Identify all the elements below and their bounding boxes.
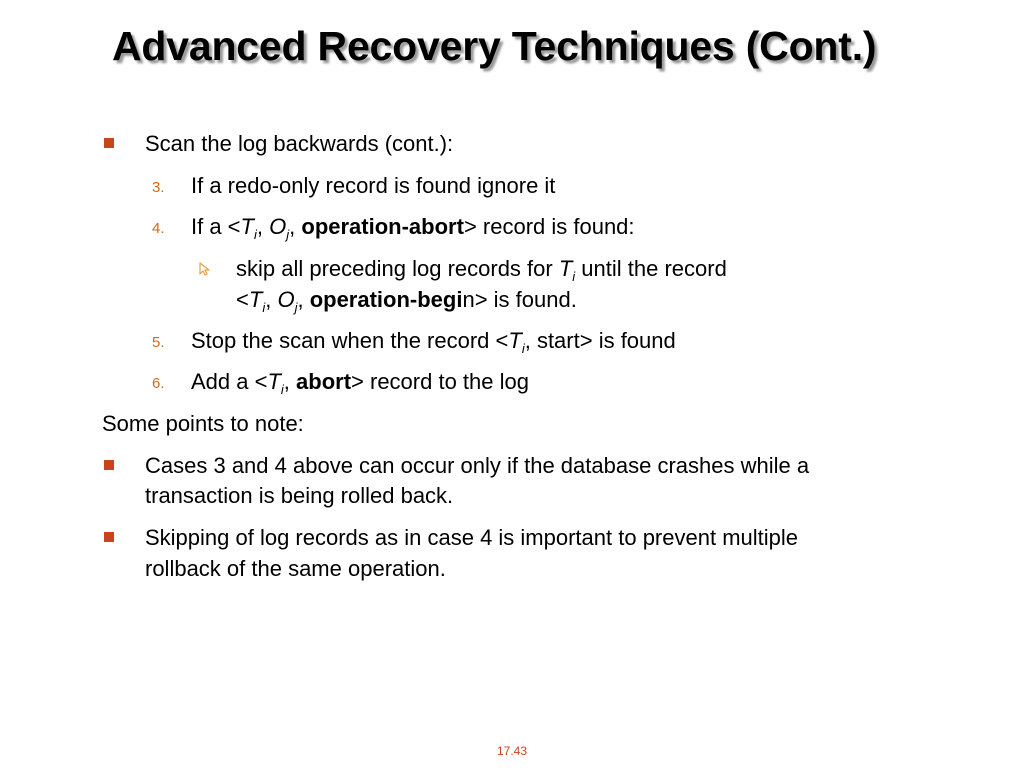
bullet-skipping-line-1: Skipping of log records as in case 4 is important to prevent multiple (145, 525, 798, 550)
square-bullet-icon (104, 532, 114, 542)
bullet-cases-line-2: transaction is being rolled back. (145, 483, 454, 508)
step-4-sub-line-1: skip all preceding log records for $T_i$ until the record (236, 256, 727, 284)
slide-number: 17.43 (496, 744, 528, 758)
square-bullet-icon (104, 138, 114, 148)
step-number-6: 6. (152, 375, 165, 392)
step-4-text: If $a <T_i$, $O_j$, operation-abort> record is found: (191, 214, 635, 242)
step-6-text: Add $a <T_i$, abort> record to the log (191, 369, 529, 397)
step-number-5: 5. (152, 334, 165, 351)
step-5-text: Stop the scan when the record $<T_i$, start> is found (191, 328, 676, 356)
square-bullet-icon (104, 460, 114, 470)
slide-title: Advanced Recovery Techniques (Cont.) (112, 23, 877, 69)
step-number-4: 4. (152, 220, 165, 237)
notes-heading: Some points to note: (102, 411, 304, 436)
bullet-cases-line-1: Cases 3 and 4 above can occur only if the database crashes while a (145, 453, 810, 478)
bullet-scan-backwards: Scan the log backwards (cont.): (145, 131, 454, 156)
hollow-arrow-bullet-icon (197, 262, 211, 276)
step-4-sub-line-2: $<T_i$, $O_j$, operation-begin> is found. (236, 287, 577, 315)
step-number-3: 3. (152, 179, 165, 196)
step-3-text: If a redo-only record is found ignore it (191, 173, 556, 198)
bullet-skipping-line-2: rollback of the same operation. (145, 556, 446, 581)
